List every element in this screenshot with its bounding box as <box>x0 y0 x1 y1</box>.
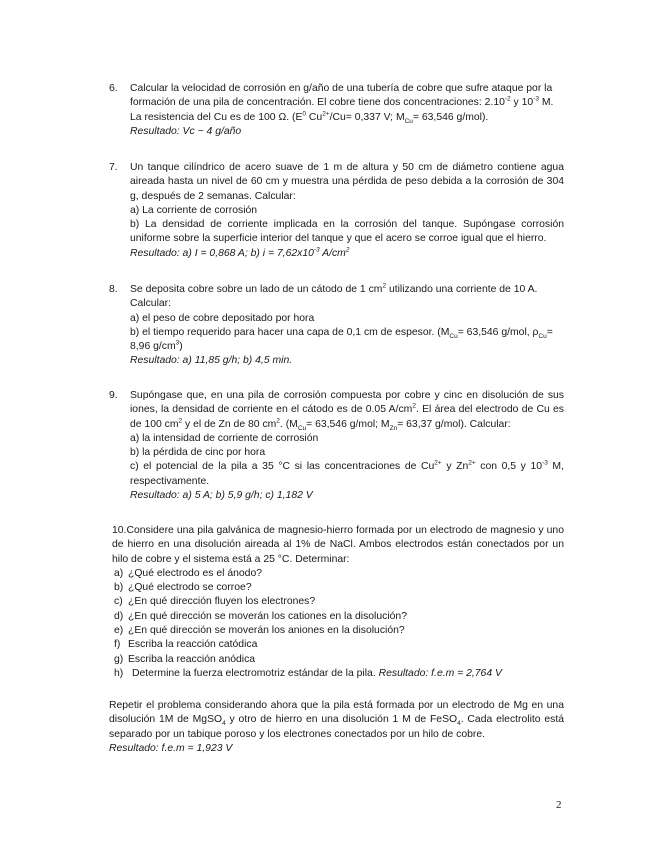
problem-text: Calcular la velocidad de corrosión en g/año de una tubería de cobre que sufre ataque por la <box>130 83 553 94</box>
subitem-a: a) La corriente de corrosión <box>130 204 258 216</box>
subitem-c: c) el potencial de la pila a 35 °C si las concentraciones de $Cu^{2+}$ y $Zn^{2+}$ con 0,5 y $10^{-3}$ M, respectivamente. <box>130 460 564 487</box>
problem-number: 7. <box>109 162 118 173</box>
subitem: f) Escriba la reacción catódica <box>114 639 258 651</box>
page-number: 2 <box>556 799 562 811</box>
problem-8: 8. Se deposita cobre sobre un lado de un cátodo de 1 $cm^2$ utilizando una corriente de 10 A. Calcular: a) el peso de cobre depositado por hora b) el tiempo requerido para hacer una capa de 0,1 cm de espesor. ($M_{Cu}= 63,546$ g/mol, $\rho_{Cu}=$ 8,96 $g/cm^3$) Resultado: a) 11,85 g/h; b) 4,5 min. <box>109 283 564 369</box>
result-text: Resultado: a) 5 A; b) 5,9 g/h; c) 1,182 V <box>130 490 313 502</box>
subitem: g) Escriba la reacción anódica <box>114 653 256 665</box>
problem-number: 10. <box>112 525 127 536</box>
problem-number: 6. <box>109 83 118 94</box>
repeat-problem <box>109 699 564 756</box>
subitem: b) ¿Qué electrodo se corroe? <box>114 582 252 594</box>
subitem-a: a) la intensidad de corriente de corrosión <box>130 432 319 444</box>
subitem-h: h) Determine la fuerza electromotriz estándar de la pila. Resultado: f.e.m = 2,764 V <box>114 667 502 679</box>
problem-text: Supóngase que, en una pila de corrosión compuesta por cobre y cinc en disolución de sus iones, la densidad de corriente en el cátodo es de 0.05 $A/cm^2$. El área del electrodo de Cu es de 100 $cm^2$ y el de Zn de 80 $cm^2$. ($M_{Cu}= 63,546$ g/mol; $M_{Zn}= 63,37$ g/mol). Calcular: <box>130 390 564 432</box>
problem-text: 10.Considere una pila galvánica de magnesio-hierro formada por un electrodo de magnesio y uno de hierro en una disolución aireada al 1% de NaCl. Ambos electrodos están conectados por un hilo de cobre y el sistema está a 25 °C. Determinar: <box>112 525 564 565</box>
subitem: e) ¿En qué dirección se moverán los aniones en la disolución? <box>114 625 405 637</box>
result-text: Resultado: f.e.m = 2,764 V <box>378 667 502 679</box>
problem-7 <box>109 161 564 261</box>
problem-text: Repetir el problema considerando ahora que la pila está formada por un electrodo de Mg en una disolución 1M de MgSO$_4$ y otro de hierro en una disolución 1 M de FeSO$_4$. Cada electrolito está separado por un tabique poroso y los electrones conectados por un hilo de cobre. <box>109 700 565 740</box>
problem-number: 9. <box>109 390 118 401</box>
subitem-b: b) La densidad de corriente implicada en la corrosión del tanque. Supóngase corrosión uniforme sobre la superficie interior del tanque y que el acero se corroe igual que el hierro. <box>130 219 564 245</box>
result-text: Resultado: Vc ~ 4 g/año <box>130 125 242 137</box>
problem-number: 8. <box>109 284 118 295</box>
subitem: a) ¿Qué electrodo es el ánodo? <box>114 567 263 579</box>
problem-6: 6. Calcular la velocidad de corrosión en g/año de una tubería de cobre que sufre ataque por la formación de una pila de concentración. El cobre tiene dos concentraciones: $2.10^{-2}$ y $10^{-3}$ M. La resistencia del Cu es de 100 Ω. ($E^0$ $Cu^{2+}/Cu= 0,337$ V; $M_{Cu}= 63,546$ g/mol). Resultado: Vc ~ 4 g/año <box>109 82 564 139</box>
problem-text: Se deposita cobre sobre un lado de un cátodo de 1 $cm^2$ utilizando una corriente de 10 A. <box>130 282 538 295</box>
problem-text: Un tanque cilíndrico de acero suave de 1 m de altura y 50 cm de diámetro contiene agua aireada hasta un nivel de 60 cm y muestra una pérdida de peso debida a la corrosión de 304 g, después de 2 semanas. Calcular: <box>130 162 564 202</box>
subitem-b: b) el tiempo requerido para hacer una capa de 0,1 cm de espesor. ($M_{Cu}= 63,546$ g/mol, $\rho_{Cu}=$ 8,96 $g/cm^3$) <box>130 326 553 353</box>
subitem: d) ¿En qué dirección se moverán los cationes en la disolución? <box>114 610 407 622</box>
result-text: Resultado: a) I = 0,868 A; b) $i = 7,62x10^{-3}$ $A/cm^2$ <box>130 246 350 259</box>
result-text: Resultado: f.e.m = 1,923 V <box>109 742 233 754</box>
problem-10 <box>112 524 564 681</box>
subitem-b: b) la pérdida de cinc por hora <box>130 447 266 459</box>
problem-9 <box>109 389 564 503</box>
result-text: Resultado: a) 11,85 g/h; b) 4,5 min. <box>130 355 293 367</box>
subitem-a: a) el peso de cobre depositado por hora <box>130 312 315 324</box>
subitem: c) ¿En qué dirección fluyen los electrones? <box>114 596 316 608</box>
